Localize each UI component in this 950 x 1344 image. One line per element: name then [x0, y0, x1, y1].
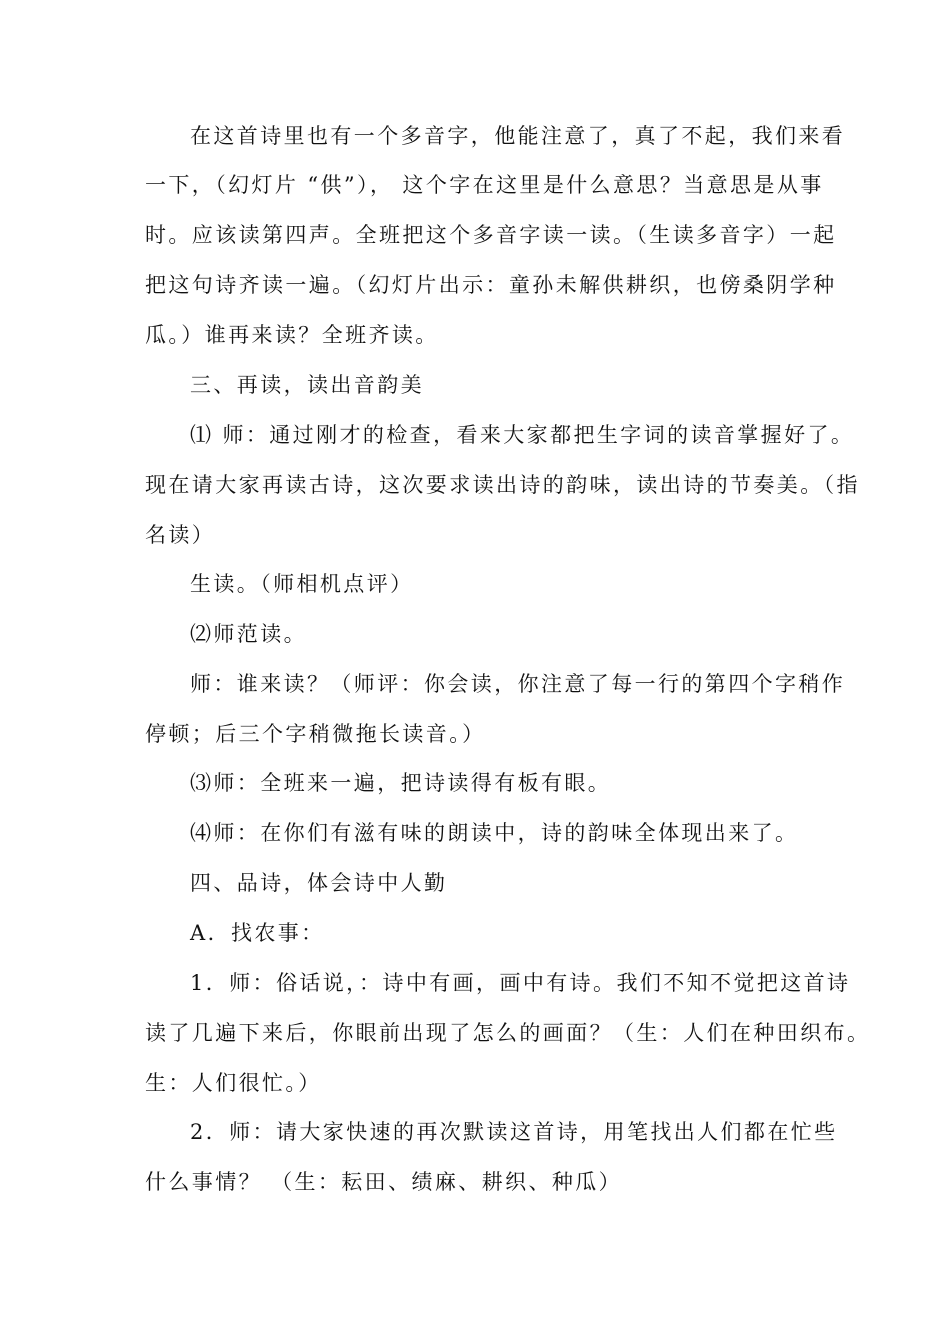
paragraph-line: 名读）	[145, 523, 216, 547]
paragraph-line: 一下，（幻灯片 “供”）， 这个字在这里是什么意思？当意思是从事	[145, 173, 824, 197]
paragraph-line: 停顿；后三个字稍微拖长读音。）	[145, 722, 486, 746]
paragraph-line: 2．师：请大家快速的再次默读这首诗，用笔找出人们都在忙些	[190, 1120, 838, 1144]
paragraph-line: 师：谁来读？（师评：你会读，你注意了每一行的第四个字稍作	[190, 672, 846, 696]
paragraph-line: ⑶师：全班来一遍，把诗读得有板有眼。	[190, 771, 612, 795]
paragraph-line: 把这句诗齐读一遍。（幻灯片出示：童孙未解供耕织，也傍桑阴学种	[145, 273, 837, 297]
subsection-heading: A．找农事：	[190, 921, 325, 945]
paragraph-line: 在这首诗里也有一个多音字，他能注意了，真了不起，我们来看	[190, 124, 846, 148]
paragraph-line: 生读。（师相机点评）	[190, 572, 414, 596]
section-heading: 四、品诗，体会诗中人勤	[190, 871, 448, 895]
paragraph-line: 生：人们很忙。）	[145, 1071, 322, 1095]
paragraph-line: ⑵师范读。	[190, 622, 307, 646]
paragraph-line: 1．师：俗话说，：诗中有画，画中有诗。我们不知不觉把这首诗	[190, 971, 851, 995]
paragraph-line: 现在请大家再读古诗，这次要求读出诗的韵味，读出诗的节奏美。（指	[145, 473, 860, 497]
paragraph-line: ⑴ 师：通过刚才的检查，看来大家都把生字词的读音掌握好了。	[190, 423, 855, 447]
paragraph-line: 时。应该读第四声。全班把这个多音字读一读。（生读多音字）一起	[145, 223, 837, 247]
paragraph-line: ⑷师：在你们有滋有味的朗读中，诗的韵味全体现出来了。	[190, 821, 799, 845]
paragraph-line: 瓜。）谁再来读？全班齐读。	[145, 323, 439, 347]
section-heading: 三、再读，读出音韵美	[190, 373, 424, 397]
paragraph-line: 什么事情？ （生：耘田、绩麻、耕织、种瓜）	[145, 1170, 623, 1194]
paragraph-line: 读了几遍下来后，你眼前出现了怎么的画面？（生：人们在种田织布。	[145, 1021, 871, 1045]
